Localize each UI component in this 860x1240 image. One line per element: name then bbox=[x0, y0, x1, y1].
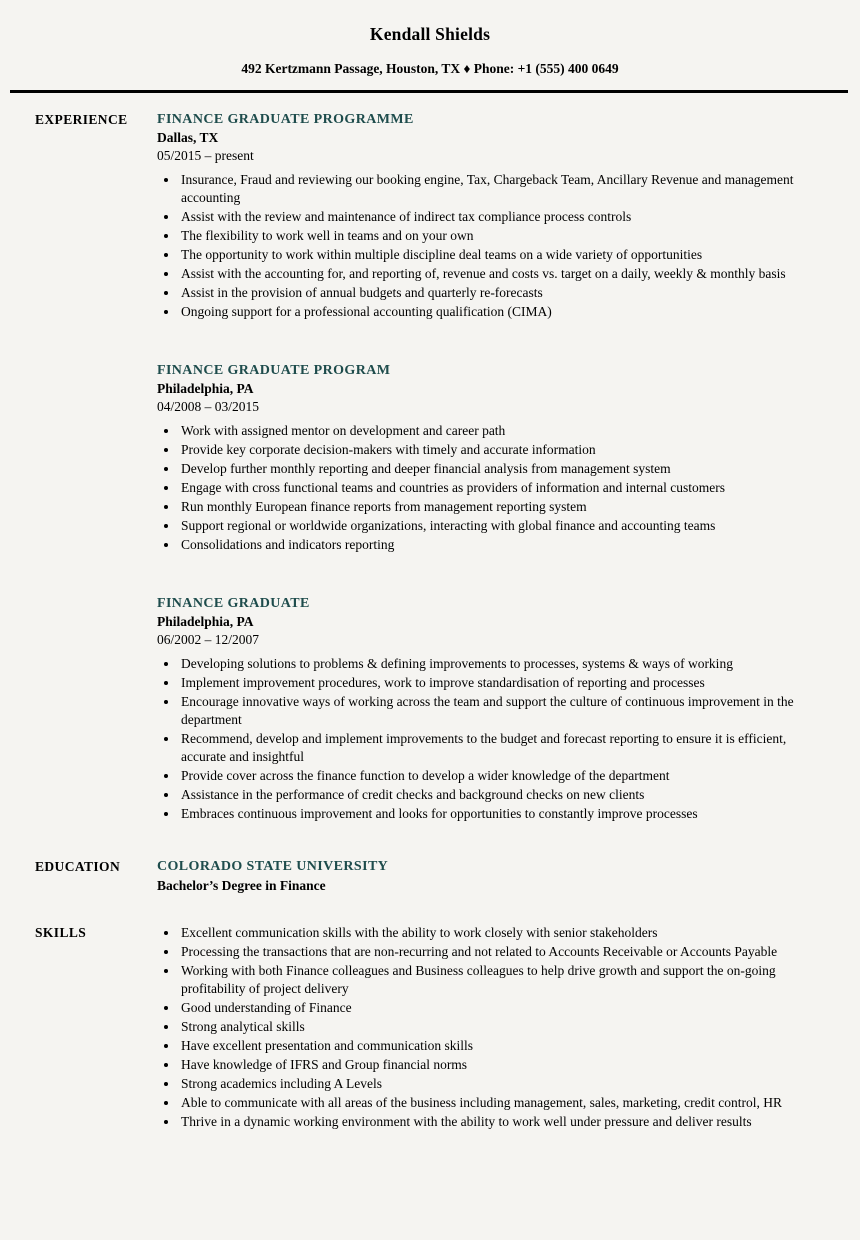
job-entry-3 bbox=[157, 594, 808, 823]
bullet-item: • Support regional or worldwide organizations, interacting with global finance and accounting teams bbox=[179, 517, 808, 535]
job-title: FINANCE GRADUATE bbox=[157, 596, 310, 611]
bullet-item: • The flexibility to work well in teams and on your own bbox=[179, 227, 808, 245]
bullet-item: • Assist with the accounting for, and reporting of, revenue and costs vs. target on a daily, weekly & monthly basis bbox=[179, 265, 808, 283]
bullet-item: • Developing solutions to problems & defining improvements to processes, systems & ways of working bbox=[179, 655, 808, 673]
education-section bbox=[0, 857, 860, 895]
job-location: Dallas, TX bbox=[157, 130, 219, 145]
section-label-experience: EXPERIENCE bbox=[35, 112, 128, 127]
bullet-item: • The opportunity to work within multiple discipline deal teams on a wide variety of opportunities bbox=[179, 246, 808, 264]
bullet-item: • Embraces continuous improvement and looks for opportunities to constantly improve processes bbox=[179, 805, 808, 823]
bullet-item: • Working with both Finance colleagues and Business colleagues to help drive growth and support the on-going profitability of project delivery bbox=[179, 962, 808, 998]
experience-section bbox=[0, 110, 860, 857]
bullet-item: • Have knowledge of IFRS and Group financial norms bbox=[179, 1056, 808, 1074]
degree-name: Bachelor’s Degree in Finance bbox=[157, 878, 326, 893]
bullet-item: • Strong analytical skills bbox=[179, 1018, 808, 1036]
bullet-item: • Implement improvement procedures, work to improve standardisation of reporting and processes bbox=[179, 674, 808, 692]
bullet-item: • Insurance, Fraud and reviewing our booking engine, Tax, Chargeback Team, Ancillary Revenue and management accounting bbox=[179, 171, 808, 207]
bullet-item: • Run monthly European finance reports from management reporting system bbox=[179, 498, 808, 516]
job-location: Philadelphia, PA bbox=[157, 614, 254, 629]
experience-content bbox=[157, 110, 808, 857]
bullet-item: • Have excellent presentation and communication skills bbox=[179, 1037, 808, 1055]
school-name: COLORADO STATE UNIVERSITY bbox=[157, 859, 389, 874]
bullet-item: • Strong academics including A Levels bbox=[179, 1075, 808, 1093]
job-title: FINANCE GRADUATE PROGRAM bbox=[157, 363, 391, 378]
skills-content bbox=[157, 923, 808, 1132]
bullet-item: • Engage with cross functional teams and countries as providers of information and internal customers bbox=[179, 479, 808, 497]
section-label-skills: SKILLS bbox=[35, 925, 87, 940]
job-bullet-list bbox=[157, 655, 808, 823]
job-bullet-list bbox=[157, 171, 808, 321]
job-dates: 05/2015 – present bbox=[157, 148, 254, 163]
job-dates: 04/2008 – 03/2015 bbox=[157, 399, 260, 414]
skills-bullet-list bbox=[157, 924, 808, 1131]
job-title: FINANCE GRADUATE PROGRAMME bbox=[157, 112, 414, 127]
resume-body bbox=[0, 110, 860, 1132]
bullet-item: • Assist with the review and maintenance of indirect tax compliance process controls bbox=[179, 208, 808, 226]
job-bullet-list bbox=[157, 422, 808, 554]
candidate-name: Kendall Shields bbox=[369, 24, 491, 44]
section-label-education: EDUCATION bbox=[35, 859, 121, 874]
bullet-item: • Able to communicate with all areas of the business including management, sales, marketing, credit control, HR bbox=[179, 1094, 808, 1112]
bullet-item: • Excellent communication skills with the ability to work closely with senior stakeholders bbox=[179, 924, 808, 942]
bullet-item: • Recommend, develop and implement improvements to the budget and forecast reporting to ensure it is efficient, accurate and insightful bbox=[179, 730, 808, 766]
job-entry-2 bbox=[157, 361, 808, 554]
bullet-item: • Consolidations and indicators reporting bbox=[179, 536, 808, 554]
bullet-item: • Assistance in the performance of credit checks and background checks on new clients bbox=[179, 786, 808, 804]
bullet-item: • Thrive in a dynamic working environment with the ability to work well under pressure and deliver results bbox=[179, 1113, 808, 1131]
bullet-item: • Assist in the provision of annual budgets and quarterly re-forecasts bbox=[179, 284, 808, 302]
bullet-item: • Processing the transactions that are non-recurring and not related to Accounts Receivable or Accounts Payable bbox=[179, 943, 808, 961]
resume-header bbox=[0, 24, 860, 78]
job-location: Philadelphia, PA bbox=[157, 381, 254, 396]
job-dates: 06/2002 – 12/2007 bbox=[157, 632, 260, 647]
bullet-item: • Good understanding of Finance bbox=[179, 999, 808, 1017]
bullet-item: • Develop further monthly reporting and deeper financial analysis from management system bbox=[179, 460, 808, 478]
bullet-item: • Ongoing support for a professional accounting qualification (CIMA) bbox=[179, 303, 808, 321]
header-divider bbox=[10, 90, 848, 93]
bullet-item: • Work with assigned mentor on development and career path bbox=[179, 422, 808, 440]
bullet-item: • Encourage innovative ways of working across the team and support the culture of continuous improvement in the department bbox=[179, 693, 808, 729]
skills-section bbox=[0, 923, 860, 1132]
bullet-item: • Provide key corporate decision-makers with timely and accurate information bbox=[179, 441, 808, 459]
bullet-item: • Provide cover across the finance function to develop a wider knowledge of the department bbox=[179, 767, 808, 785]
job-entry-1 bbox=[157, 110, 808, 321]
education-content bbox=[157, 857, 808, 895]
contact-line: 492 Kertzmann Passage, Houston, TX ♦ Phone: +1 (555) 400 0649 bbox=[241, 61, 619, 76]
